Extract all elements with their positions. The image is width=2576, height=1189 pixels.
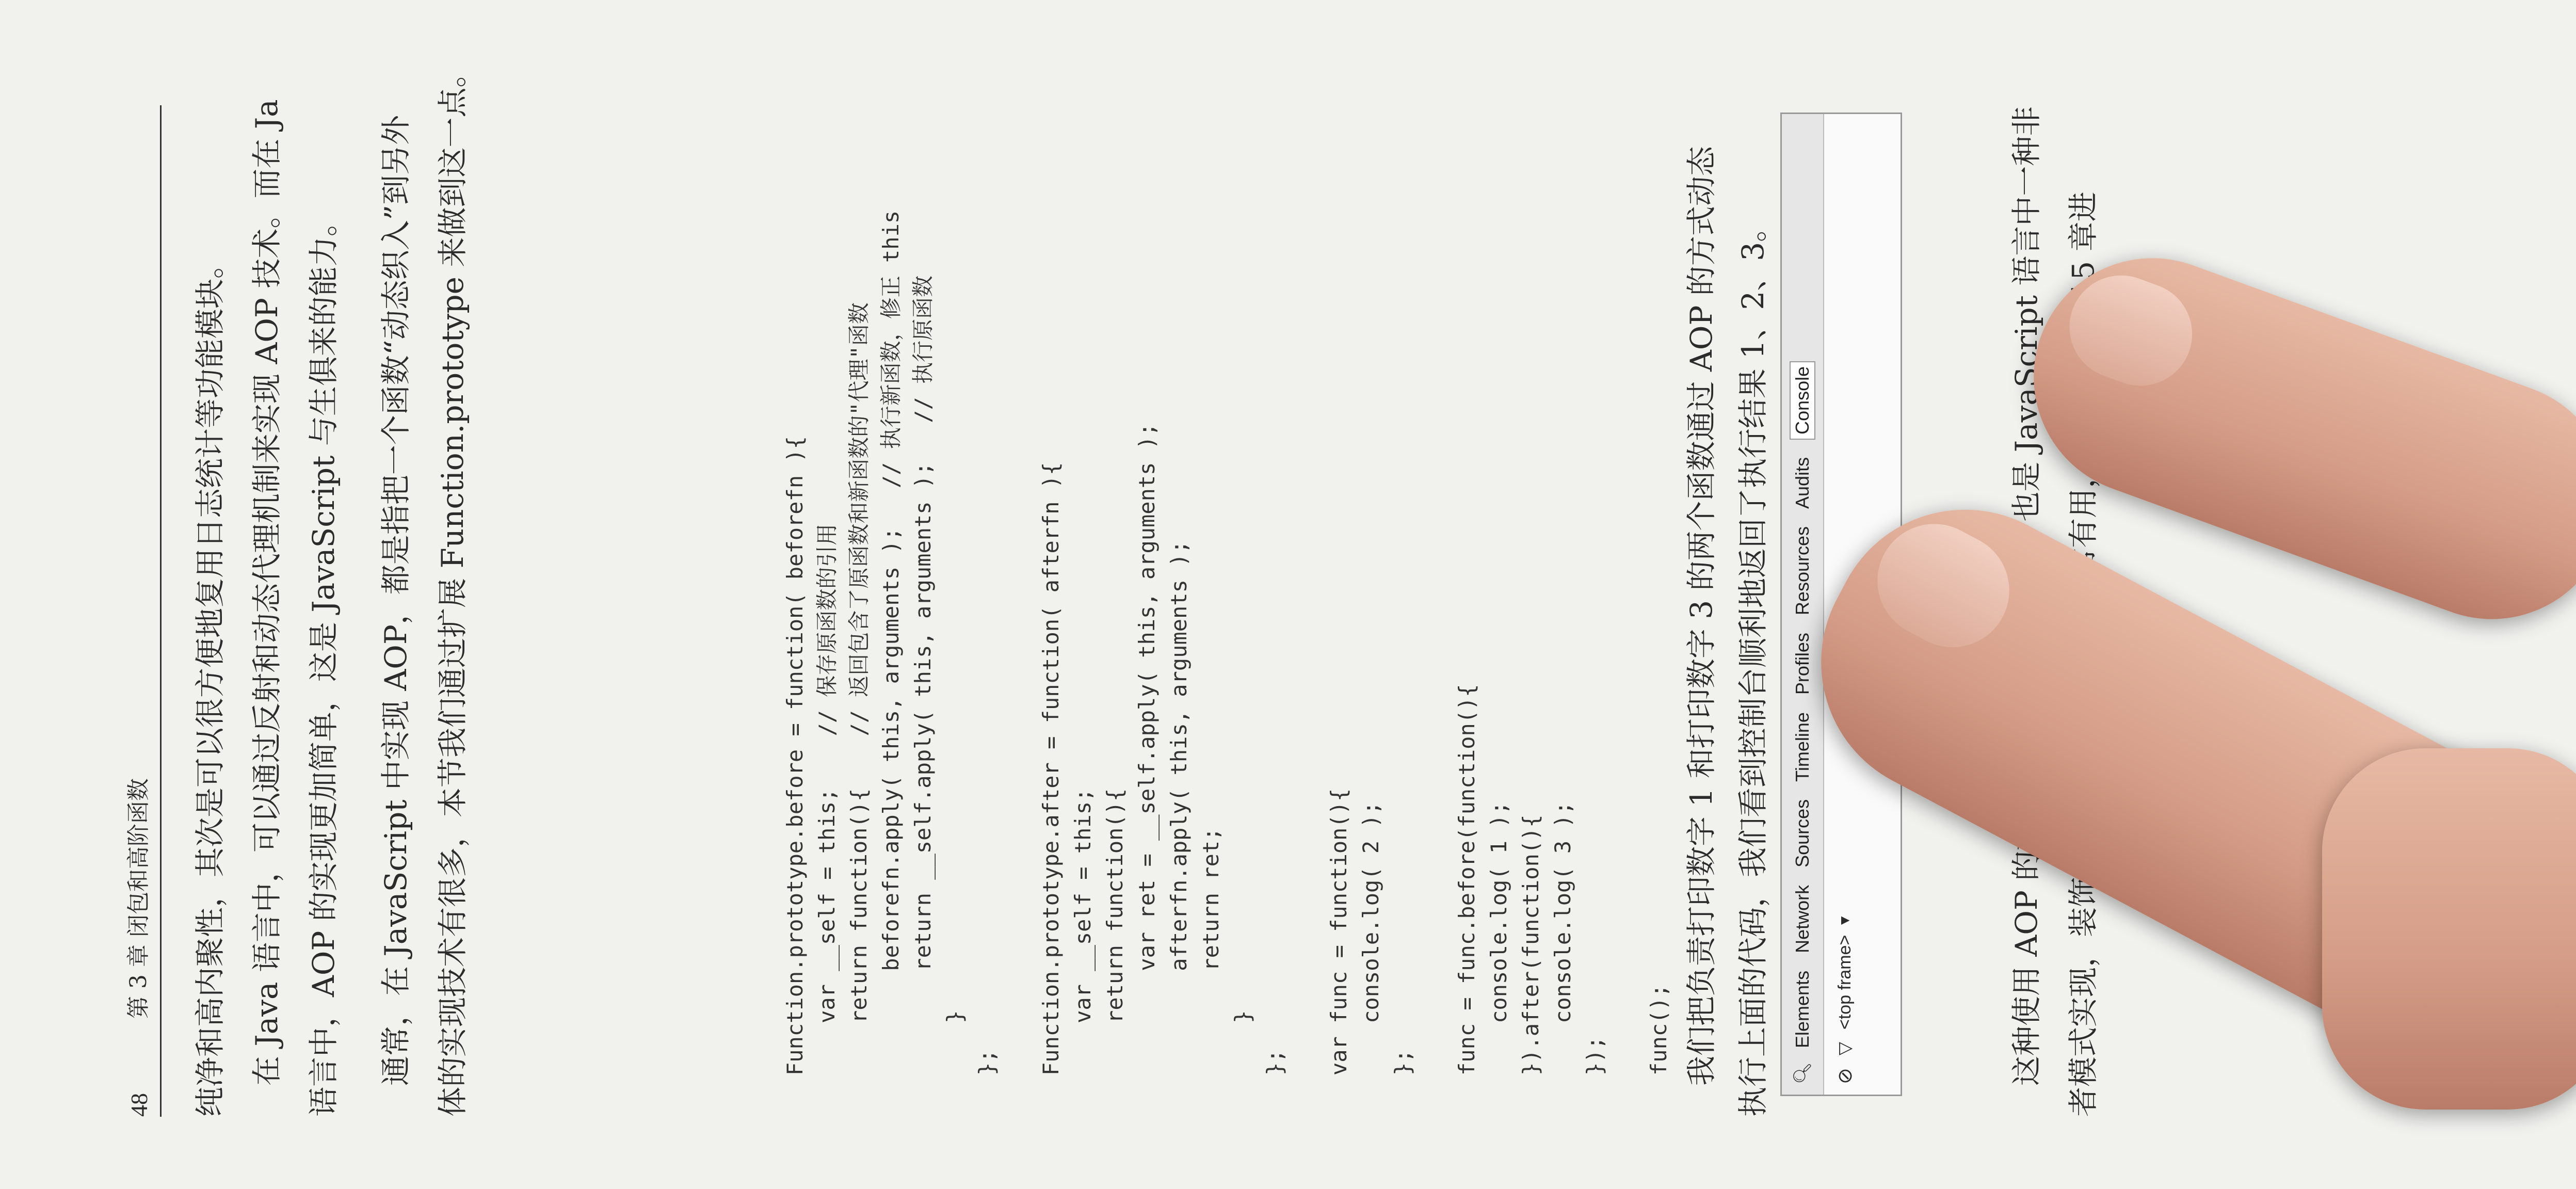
code-line: var __self = this; xyxy=(1070,788,1096,1075)
paragraph-line: 语言中，AOP 的实现更加简单，这是 JavaScript 与生俱来的能力。 xyxy=(306,206,341,1117)
search-icon[interactable]: 🔍︎ xyxy=(1792,1062,1813,1084)
code-line: var __self = this; // 保存原函数的引用 xyxy=(814,523,840,1075)
code-line: }; xyxy=(1262,1049,1287,1075)
code-line: }; xyxy=(1390,1049,1415,1075)
code-line: return function(){ xyxy=(1102,788,1128,1075)
code-line: var ret = __self.apply( this, arguments ); xyxy=(1134,423,1160,1075)
code-line: return function(){ // 返回包含了原函数和新函数的"代理"函数 xyxy=(846,302,872,1075)
paragraph-line: 在 Java 语言中，可以通过反射和动态代理机制来实现 AOP 技术。而在 Ja xyxy=(249,99,284,1086)
tab-network[interactable]: Network xyxy=(1792,885,1813,953)
code-block xyxy=(779,211,1675,1075)
page-header xyxy=(114,105,162,1117)
code-line: func(); xyxy=(1646,984,1671,1075)
code-line: return ret; xyxy=(1198,827,1223,1075)
code-line: return __self.apply( this, arguments ); // 执行原函数 xyxy=(910,275,936,1075)
code-line: }; xyxy=(974,1049,1000,1075)
code-line: Function.prototype.before = function( beforefn ){ xyxy=(782,436,808,1075)
code-line: } xyxy=(1230,1010,1255,1075)
code-line: console.log( 1 ); xyxy=(1486,801,1511,1075)
paragraph-line: 执行上面的代码，我们看到控制台顺利地返回了执行结果 1、2、3。 xyxy=(1735,212,1770,1117)
code-line: Function.prototype.after = function( afterfn ){ xyxy=(1038,462,1064,1075)
tab-resources[interactable]: Resources xyxy=(1792,526,1813,616)
code-line: func = func.before(function(){ xyxy=(1454,684,1479,1075)
devtools-tabbar xyxy=(1782,114,1824,1095)
paragraph-line: 体的实现技术有很多，本节我们通过扩展 Function.prototype 来做到这一点。 xyxy=(435,57,470,1117)
chapter-title: 第 3 章 闭包和高阶函数 xyxy=(125,778,152,1019)
tab-console[interactable]: Console xyxy=(1790,361,1815,440)
tab-elements[interactable]: Elements xyxy=(1792,970,1813,1048)
tab-profiles[interactable]: Profiles xyxy=(1792,633,1813,695)
code-line: console.log( 3 ); xyxy=(1550,801,1575,1075)
code-line: console.log( 2 ); xyxy=(1358,801,1383,1075)
page-number: 48 xyxy=(126,1093,152,1117)
frame-select[interactable]: <top frame> xyxy=(1834,935,1855,1030)
tab-audits[interactable]: Audits xyxy=(1792,457,1813,509)
code-line: beforefn.apply( this, arguments ); // 执行新函数，修正 this xyxy=(878,210,904,1075)
code-line: }).after(function(){ xyxy=(1518,814,1543,1075)
paragraph-line: 纯净和高内聚性，其次是可以很方便地复用日志统计等功能模块。 xyxy=(192,248,228,1117)
code-line: var func = function(){ xyxy=(1326,788,1351,1075)
tab-sources[interactable]: Sources xyxy=(1792,799,1813,867)
code-line: }); xyxy=(1582,1036,1607,1075)
chevron-down-icon[interactable]: ▼ xyxy=(1837,913,1853,928)
paragraph-line: 通常，在 JavaScript 中实现 AOP，都是指把一个函数“动态织入”到另外 xyxy=(378,115,413,1086)
paragraph-line: 我们把负责打印数字 1 和打印数字 3 的两个函数通过 AOP 的方式动态 xyxy=(1684,146,1719,1086)
finger xyxy=(2322,748,2576,1110)
tab-timeline[interactable]: Timeline xyxy=(1792,712,1813,782)
filter-icon[interactable]: ▽ xyxy=(1835,1042,1855,1056)
code-line: afterfn.apply( this, arguments ); xyxy=(1166,540,1192,1075)
code-line: } xyxy=(942,1010,968,1075)
clear-console-icon[interactable]: ⊘ xyxy=(1833,1068,1856,1084)
